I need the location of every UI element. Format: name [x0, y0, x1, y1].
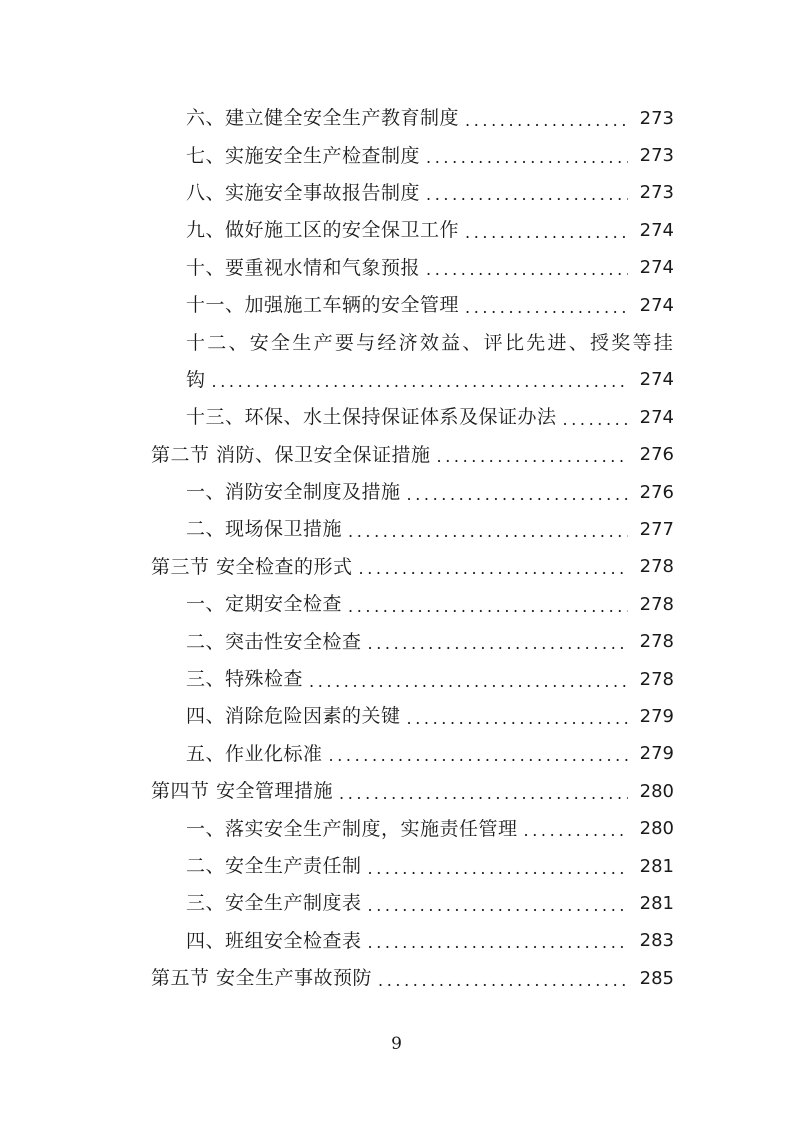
dot-leader — [524, 819, 628, 839]
dot-leader — [465, 221, 628, 241]
toc-entry-title: 六、建立健全安全生产教育制度 — [186, 107, 460, 130]
toc-entry[interactable] — [0, 175, 793, 212]
toc-entry-title: 十、要重视水情和气象预报 — [186, 256, 421, 279]
dot-leader — [348, 595, 628, 615]
dot-leader — [563, 408, 628, 428]
toc-entry-page: 278 — [639, 556, 674, 578]
toc-entry-page: 274 — [639, 219, 674, 241]
dot-leader — [329, 744, 628, 764]
dot-leader — [212, 370, 628, 390]
dot-leader — [407, 707, 628, 727]
toc-entry-page: 273 — [639, 107, 674, 129]
dot-leader — [368, 894, 628, 914]
toc-entry-line2[interactable] — [0, 362, 793, 399]
toc-entry[interactable] — [0, 137, 793, 174]
toc-entry-page: 273 — [639, 182, 674, 204]
toc-entry-line1[interactable] — [0, 324, 793, 361]
dot-leader — [378, 969, 628, 989]
dot-leader — [465, 109, 628, 129]
toc-entry-page: 279 — [639, 743, 674, 765]
toc-entry-page: 279 — [639, 705, 674, 727]
dot-leader — [368, 931, 628, 951]
toc-entry[interactable] — [0, 923, 793, 960]
toc-entry-page: 276 — [639, 481, 674, 503]
toc-entry-page: 274 — [639, 406, 674, 428]
toc-entry-page: 280 — [639, 818, 674, 840]
toc-entry-title: 三、安全生产制度表 — [186, 892, 362, 915]
toc-section-entry[interactable] — [0, 549, 793, 586]
dot-leader — [348, 520, 628, 540]
toc-entry-title: 第五节 安全生产事故预防 — [151, 967, 373, 990]
toc-entry-title: 十二、安全生产要与经济效益、评比先进、授奖等挂 — [186, 331, 674, 354]
toc-entry-page: 274 — [639, 294, 674, 316]
toc-entry[interactable] — [0, 287, 793, 324]
dot-leader — [359, 557, 628, 577]
toc-entry[interactable] — [0, 474, 793, 511]
toc-entry-page: 278 — [639, 593, 674, 615]
dot-leader — [426, 146, 628, 166]
toc-entry-page: 281 — [639, 855, 674, 877]
page-number: 9 — [391, 1034, 402, 1054]
dot-leader — [465, 296, 628, 316]
toc-entry-page: 278 — [639, 631, 674, 653]
toc-entry-title: 四、消除危险因素的关键 — [186, 705, 401, 728]
toc-entry-title: 五、作业化标准 — [186, 742, 323, 765]
toc-entry[interactable] — [0, 885, 793, 922]
toc-entry-page: 274 — [639, 257, 674, 279]
toc-entry-page: 276 — [639, 444, 674, 466]
toc-entry[interactable] — [0, 698, 793, 735]
toc-entry-title: 二、突击性安全检查 — [186, 630, 362, 653]
toc-entry-page: 283 — [639, 930, 674, 952]
toc-entry[interactable] — [0, 100, 793, 137]
toc-entry-page: 285 — [639, 967, 674, 989]
toc-entry-title: 一、落实安全生产制度，实施责任管理 — [186, 817, 518, 840]
dot-leader — [309, 670, 628, 690]
toc-entry[interactable] — [0, 848, 793, 885]
toc-entry[interactable] — [0, 511, 793, 548]
toc-entry[interactable] — [0, 250, 793, 287]
toc-entry[interactable] — [0, 399, 793, 436]
toc-entry-page: 280 — [639, 780, 674, 802]
toc-entry[interactable] — [0, 212, 793, 249]
dot-leader — [437, 445, 628, 465]
toc-entry-title: 十一、加强施工车辆的安全管理 — [186, 294, 460, 317]
toc-entry-title: 四、班组安全检查表 — [186, 929, 362, 952]
toc-section-entry[interactable] — [0, 960, 793, 997]
dot-leader — [368, 857, 628, 877]
toc-entry-page: 273 — [639, 145, 674, 167]
toc-entry[interactable] — [0, 736, 793, 773]
dot-leader — [426, 258, 628, 278]
toc-entry-title-continued: 钩 — [186, 368, 206, 391]
toc-entry-title: 八、实施安全事故报告制度 — [186, 181, 421, 204]
toc-section-entry[interactable] — [0, 437, 793, 474]
toc-entry[interactable] — [0, 810, 793, 847]
toc-entry-title: 第四节 安全管理措施 — [151, 780, 334, 803]
toc-entry-title: 第二节 消防、保卫安全保证措施 — [151, 443, 431, 466]
toc-entry-title: 三、特殊检查 — [186, 668, 304, 691]
toc-entry-page: 277 — [639, 518, 674, 540]
toc-entry-title: 一、定期安全检查 — [186, 593, 343, 616]
dot-leader — [339, 782, 628, 802]
toc-entry-page: 278 — [639, 668, 674, 690]
toc-entry-page: 274 — [639, 369, 674, 391]
toc-entry[interactable] — [0, 661, 793, 698]
toc-entry-title: 十三、环保、水土保持保证体系及保证办法 — [186, 406, 557, 429]
toc-entry-title: 第三节 安全检查的形式 — [151, 555, 353, 578]
toc-entry-page: 281 — [639, 892, 674, 914]
toc-section-entry[interactable] — [0, 773, 793, 810]
dot-leader — [407, 483, 628, 503]
table-of-contents — [0, 100, 793, 997]
dot-leader — [426, 183, 628, 203]
toc-entry-title: 七、实施安全生产检查制度 — [186, 144, 421, 167]
toc-entry-title: 九、做好施工区的安全保卫工作 — [186, 219, 460, 242]
toc-entry-title: 二、安全生产责任制 — [186, 855, 362, 877]
toc-entry[interactable] — [0, 586, 793, 623]
toc-entry-title: 二、现场保卫措施 — [186, 518, 343, 541]
dot-leader — [368, 632, 628, 652]
toc-entry-title: 一、消防安全制度及措施 — [186, 481, 401, 504]
toc-entry[interactable] — [0, 623, 793, 660]
